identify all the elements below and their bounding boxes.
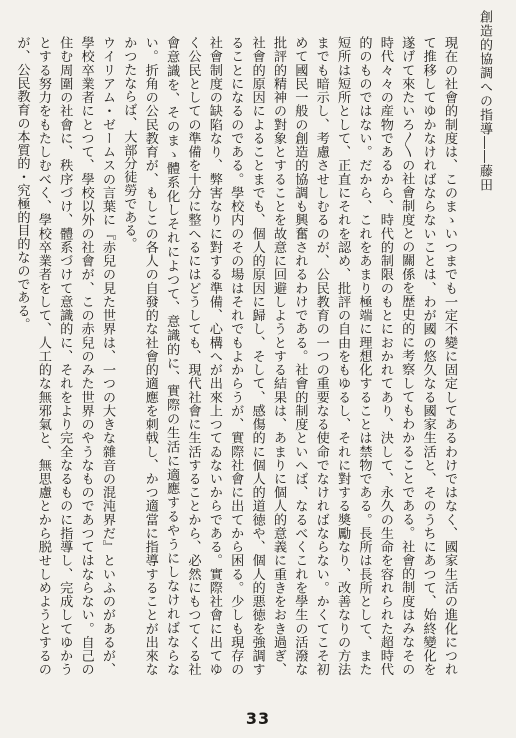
running-head: 創造的協調への指導――藤田 bbox=[477, 10, 492, 192]
paragraph: 現在の社會的制度は、このまゝいつまでも一定不變に固定してあるわけではなく、國家生活の進化につれて推移してゆかなければならないことは、わが國の悠久なる國家生活と、そのうちにあつて、始終變化を遂げて來たいろ〳〵の社會制度との關係を歴史的に考察してもわかることである。社會的制度はみなその時代々々の産物であるから、時代的制限のもとにおかれてあり、決して、永久の生命を容れられた超時代的のものではない。だから、これをあまり極端に理想化することは禁物である。長所は長所として、また短所は短所として、正直にそれを認め、批評の自由をもゆるし、それに對する奬勵なり、改善なりの方法までも暗示し、考慮させしむるのが、公民教育の一つの重要なる使命でなければならない。かくてこそ初めて國民一般の創造的協調も興奮されるわけである。社會的制度といへば、なるべくこれを學生の活潑な批評的精神の對象とすることを故意に回避しようとする結果は、あまりに個人的意義に重きをおき過ぎ、社會的原因によることまでも、個人的原因に歸し、そして、感傷的に個人的道徳や、個人的悪徳を強調することになるのである。學校内のその場はそれでもよからうが、實際社會に出てから困る。少しも現存の社會制度の缺陷なり、弊害なりに對する準備、心構へが出來上つてゐないからである。實際社會に出てゆく公民としての準備を十分に整へるにはどうしても、現代社會に生活することから、必然にもつてくる社會意識を、そのまゝ體系化しそれによつて、意識的に、實際の生活に適應するやうにしなければならない。折角の公民教育が、もしこの各人の自發的な社會的適應を刺戟し、かつ適當に指導することが出來なかつたならば、大部分徒勞である。 bbox=[121, 36, 457, 676]
page-number: 33 bbox=[245, 709, 271, 728]
paragraph: ウイリアム・ゼームスの言葉に『赤兒の見た世界は、一つの大きな雜音の混沌界だ』といふのがあるが、學校卒業者にとつて、學校以外の社會が、この赤兒のみた世界のやうなものであつてはならない。自己の住む周圍の社會に、秩序づけ、體系づけて意識的に、それをより完全なるものに指導し、完成してゆかうとする努力をもたしむべく、學校卒業者をして、人工的な無邪氣と、無思慮とから脱せしめようとするのが、公民教育の本質的・究極的目的なのである。 bbox=[14, 36, 115, 676]
body-text bbox=[14, 36, 460, 676]
